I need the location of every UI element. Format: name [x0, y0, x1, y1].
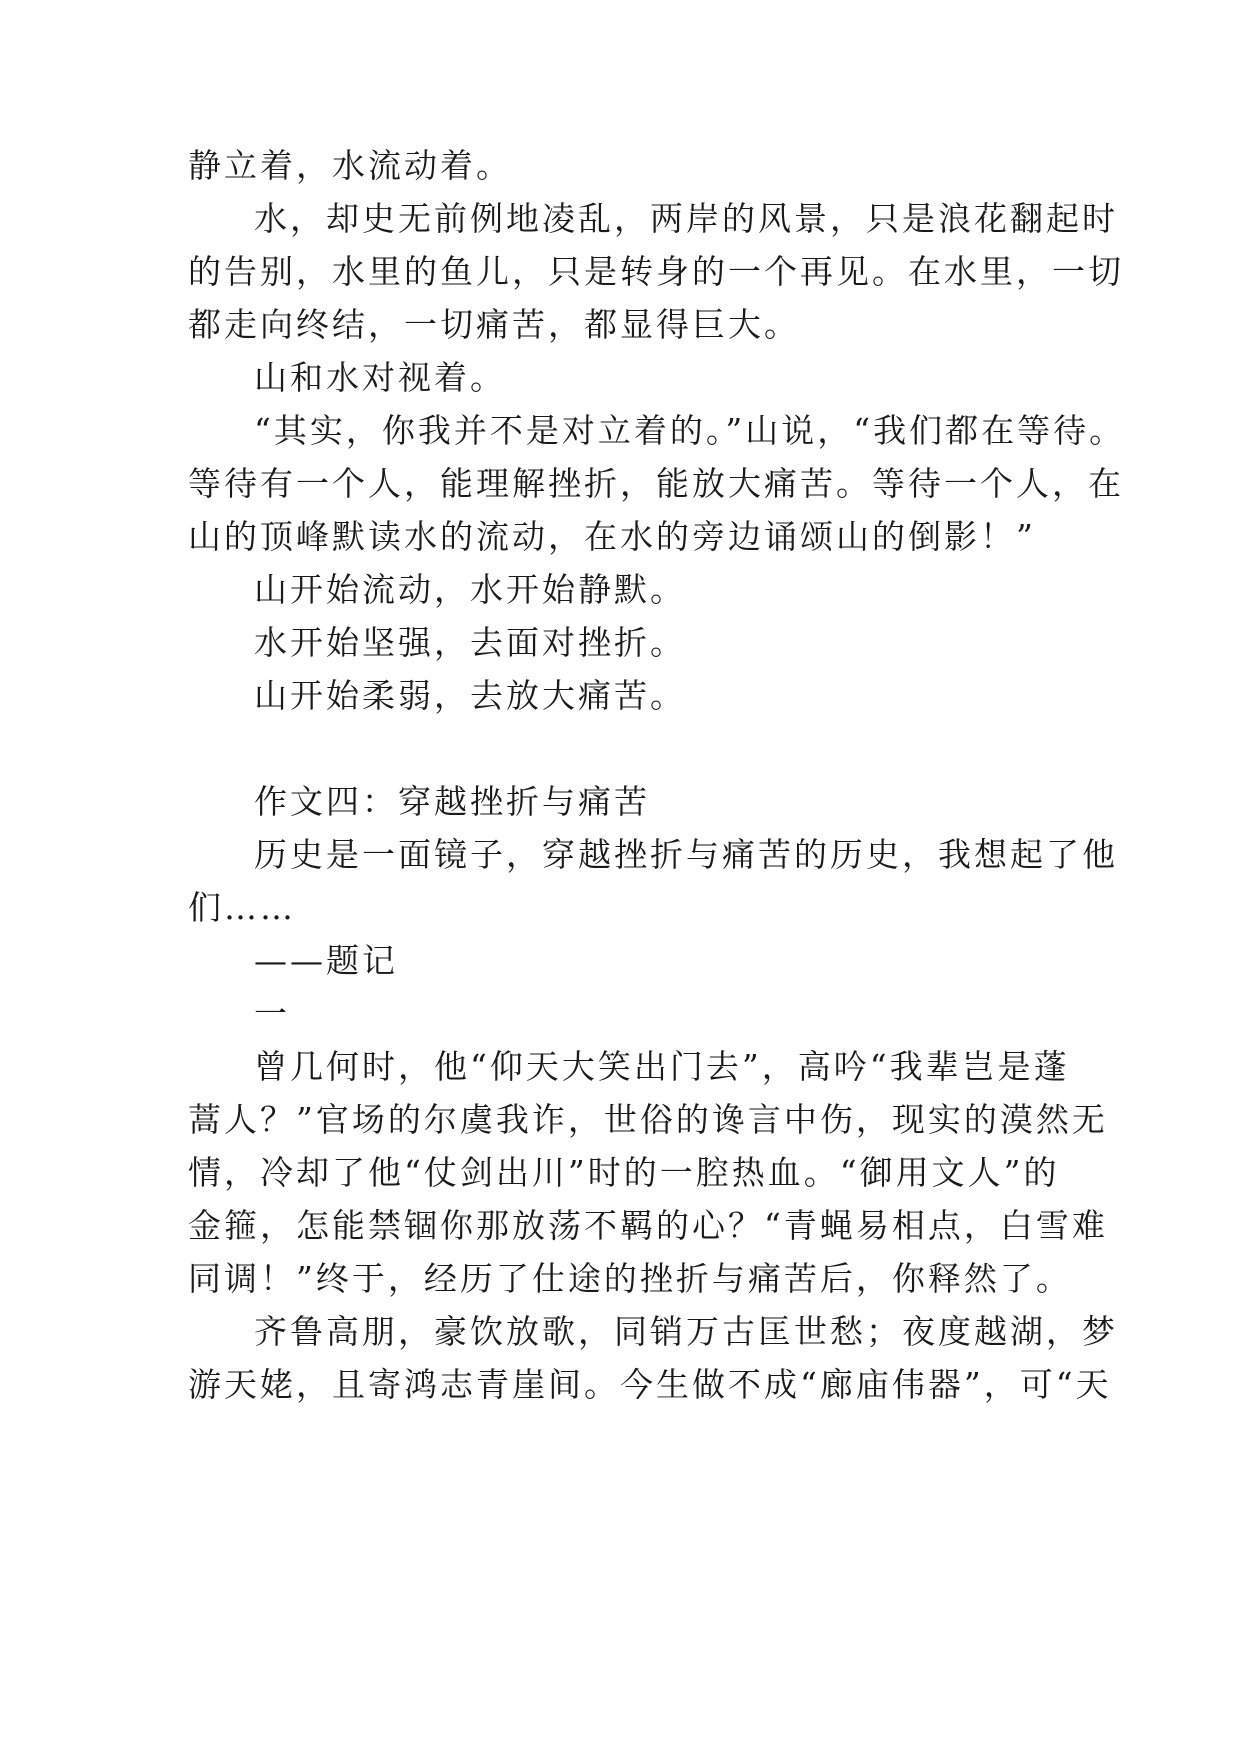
- text-line-11: 山开始柔弱，去放大痛苦。: [254, 676, 686, 715]
- text-line-13: 历史是一面镜子，穿越挫折与痛苦的历史，我想起了他: [254, 835, 1118, 874]
- text-line-5: 山和水对视着。: [254, 358, 506, 397]
- text-line-6: “其实，你我并不是对立着的。”山说，“我们都在等待。: [254, 411, 1126, 450]
- text-line-7: 等待有一个人，能理解挫折，能放大痛苦。等待一个人，在: [188, 464, 1124, 503]
- text-line-10: 水开始坚强，去面对挫折。: [254, 623, 686, 662]
- text-line-18: 蒿人？”官场的尔虞我诈，世俗的谗言中伤，现实的漠然无: [188, 1100, 1108, 1139]
- text-line-8: 山的顶峰默读水的流动，在水的旁边诵颂山的倒影！”: [188, 517, 1036, 556]
- text-line-4: 都走向终结，一切痛苦，都显得巨大。: [188, 305, 800, 344]
- text-line-14: 们……: [188, 888, 296, 927]
- text-line-20: 金箍，怎能禁锢你那放荡不羁的心？“青蝇易相点，白雪难: [188, 1206, 1108, 1245]
- text-line-2: 水，却史无前例地凌乱，两岸的风景，只是浪花翻起时: [254, 199, 1118, 238]
- text-line-9: 山开始流动，水开始静默。: [254, 570, 686, 609]
- text-line-22: 齐鲁高朋，豪饮放歌，同销万古匡世愁；夜度越湖，梦: [254, 1312, 1118, 1351]
- text-line-19: 情，冷却了他“仗剑出川”时的一腔热血。“御用文人”的: [188, 1153, 1060, 1192]
- text-line-21: 同调！”终于，经历了仕途的挫折与痛苦后，你释然了。: [188, 1259, 1072, 1298]
- text-line-3: 的告别，水里的鱼儿，只是转身的一个再见。在水里，一切: [188, 252, 1124, 291]
- text-line-1: 静立着，水流动着。: [188, 146, 512, 185]
- section-number: 一: [254, 994, 290, 1033]
- essay-heading: 作文四：穿越挫折与痛苦: [254, 782, 650, 821]
- epigraph-attribution: ——题记: [254, 941, 398, 980]
- text-line-17: 曾几何时，他“仰天大笑出门去”，高吟“我辈岂是蓬: [254, 1047, 1070, 1086]
- text-line-23: 游天姥，且寄鸿志青崖间。今生做不成“廊庙伟器”，可“天: [188, 1365, 1112, 1404]
